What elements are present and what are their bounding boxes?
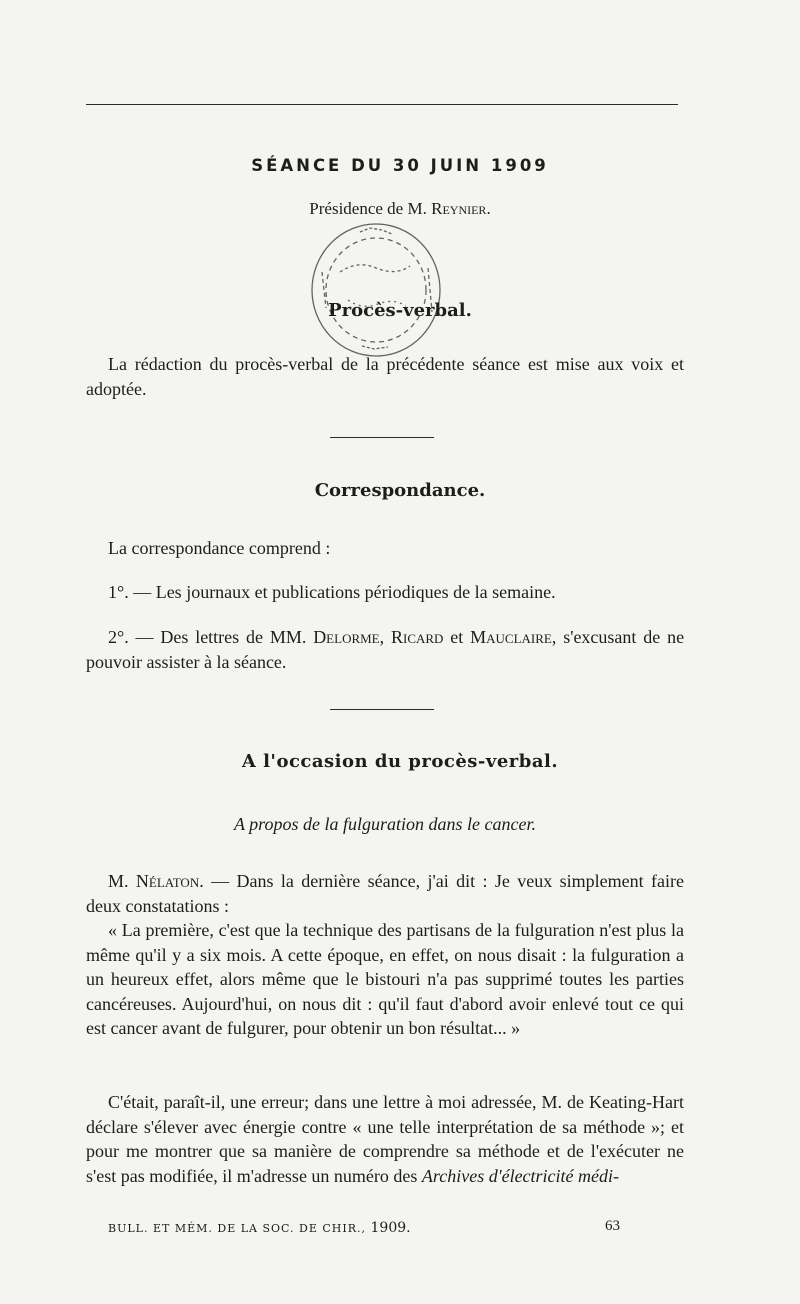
correspondance-item-1: 1°. — Les journaux et publications périodiques de la semaine. [108, 582, 556, 602]
running-footer [108, 1220, 411, 1236]
president-name: Reynier. [431, 199, 491, 218]
journal-year: 1909. [370, 1220, 411, 1236]
item2-sep: , [379, 627, 385, 647]
item2-prefix: 2°. — Des lettres de MM. [108, 627, 307, 647]
presidence-prefix: Présidence de M. [309, 199, 427, 218]
speaker-name: M. Nélaton. [108, 871, 204, 891]
correspondance-intro: La correspondance comprend : [108, 538, 331, 558]
section-divider [330, 709, 434, 710]
nelaton-paragraph [86, 869, 684, 918]
name-mauclaire: Mauclaire [470, 627, 552, 647]
name-delorme: Delorme [313, 627, 380, 647]
journal-name: BULL. ET MÉM. DE LA SOC. DE CHIR., [108, 1222, 367, 1235]
proces-verbal-heading: Procès-verbal. [328, 300, 472, 321]
quote-paragraph: « La première, c'est que la technique des partisans de la fulguration n'est plus la même qu'il y a six mois. A cette époque, en effet, on nous disait : la fulguration a un heureux effet, alors même que le bistouri n'a pas supprimé toutes les parties cancéreuses. Aujourd'hui, on nous dit : qu'il faut d'abord avoir enlevé tout ce qui est cancer avant de fulgurer, pour obtenir un bon résultat... » [86, 920, 684, 1038]
keating-hart-text: C'était, paraît-il, une erreur; dans une lettre à moi adressée, M. de Keating-Hart déclare s'élever avec énergie contre « une telle interprétation de sa méthode »; et pour me montrer que sa manière de comprendre sa méthode et de l'exécuter ne s'est pas modifiée, il m'adresse un numéro des [86, 1092, 684, 1186]
correspondance-heading: Correspondance. [314, 480, 486, 501]
library-stamp-icon [300, 212, 452, 364]
occasion-heading: A l'occasion du procès-verbal. [241, 751, 559, 772]
name-ricard: Ricard [390, 627, 444, 647]
seance-title: SÉANCE DU 30 JUIN 1909 [251, 156, 549, 175]
keating-hart-paragraph [86, 1090, 684, 1188]
page-number: 63 [605, 1218, 620, 1234]
occasion-subtitle: A propos de la fulguration dans le cancer. [234, 814, 536, 834]
section-divider [330, 437, 434, 438]
archives-title: Archives d'électricité médi- [421, 1165, 620, 1186]
item2-and: et [450, 627, 464, 647]
proces-verbal-text: La rédaction du procès-verbal de la précédente séance est mise aux voix et adoptée. [86, 354, 684, 399]
item2-suffix: , s'excusant de ne pouvoir assister à la séance. [86, 627, 685, 672]
top-rule [86, 104, 678, 105]
nelaton-text: — Dans la dernière séance, j'ai dit : Je veux simplement faire deux constatations : [86, 871, 684, 916]
correspondance-item-2 [86, 625, 684, 674]
